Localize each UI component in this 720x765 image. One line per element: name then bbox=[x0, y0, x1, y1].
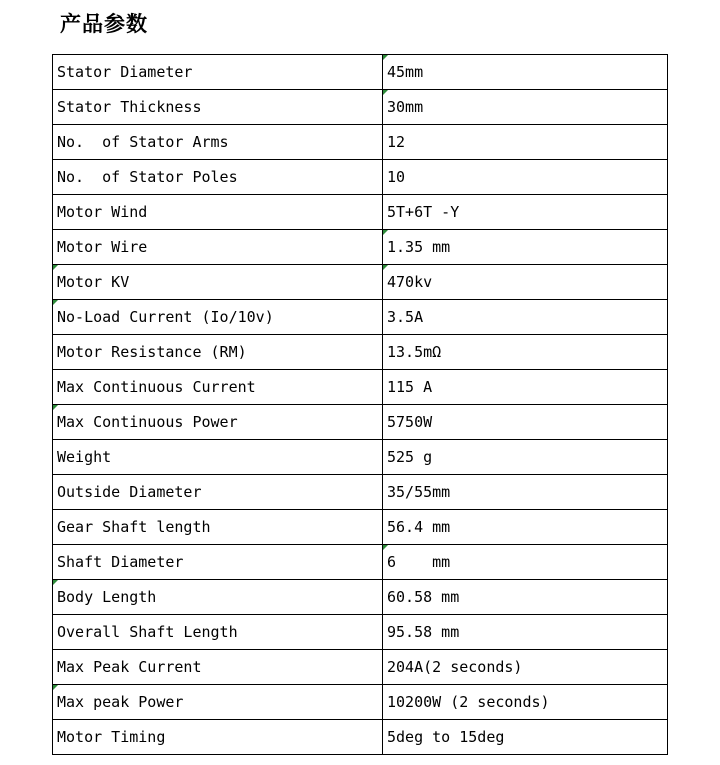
spec-label-cell: Motor Wire bbox=[53, 230, 383, 265]
spec-value-cell: 45mm bbox=[383, 55, 668, 90]
spec-value-cell: 5T+6T -Y bbox=[383, 195, 668, 230]
spec-label-cell: Max Continuous Current bbox=[53, 370, 383, 405]
spec-label-cell: Max Peak Current bbox=[53, 650, 383, 685]
spec-value-cell: 204A(2 seconds) bbox=[383, 650, 668, 685]
table-row bbox=[53, 545, 668, 580]
spec-value-cell: 13.5mΩ bbox=[383, 335, 668, 370]
table-row bbox=[53, 580, 668, 615]
table-row bbox=[53, 160, 668, 195]
table-row bbox=[53, 265, 668, 300]
table-row bbox=[53, 440, 668, 475]
table-row bbox=[53, 510, 668, 545]
spec-table-body bbox=[53, 55, 668, 755]
table-row bbox=[53, 650, 668, 685]
table-row bbox=[53, 405, 668, 440]
spec-label-cell: Stator Thickness bbox=[53, 90, 383, 125]
spec-label-cell: Max peak Power bbox=[53, 685, 383, 720]
spec-label-cell: No. of Stator Arms bbox=[53, 125, 383, 160]
spec-value-cell: 35/55mm bbox=[383, 475, 668, 510]
spec-label-cell: Body Length bbox=[53, 580, 383, 615]
spec-label-cell: Gear Shaft length bbox=[53, 510, 383, 545]
spec-label-cell: Motor Wind bbox=[53, 195, 383, 230]
spec-value-cell: 10 bbox=[383, 160, 668, 195]
spec-value-cell: 10200W (2 seconds) bbox=[383, 685, 668, 720]
spec-value-cell: 30mm bbox=[383, 90, 668, 125]
spec-value-cell: 470kv bbox=[383, 265, 668, 300]
table-row bbox=[53, 335, 668, 370]
spec-label-cell: Outside Diameter bbox=[53, 475, 383, 510]
spec-value-cell: 5750W bbox=[383, 405, 668, 440]
spec-label-cell: No-Load Current (Io/10v) bbox=[53, 300, 383, 335]
spec-value-cell: 12 bbox=[383, 125, 668, 160]
table-row bbox=[53, 230, 668, 265]
page-title: 产品参数 bbox=[60, 12, 148, 36]
table-row bbox=[53, 720, 668, 755]
table-row bbox=[53, 90, 668, 125]
table-row bbox=[53, 55, 668, 90]
table-row bbox=[53, 685, 668, 720]
spec-value-cell: 525 g bbox=[383, 440, 668, 475]
spec-value-cell: 115 A bbox=[383, 370, 668, 405]
table-row bbox=[53, 475, 668, 510]
spec-label-cell: Max Continuous Power bbox=[53, 405, 383, 440]
spec-value-cell: 5deg to 15deg bbox=[383, 720, 668, 755]
spec-label-cell: Motor Timing bbox=[53, 720, 383, 755]
table-row bbox=[53, 125, 668, 160]
table-row bbox=[53, 300, 668, 335]
spec-label-cell: Overall Shaft Length bbox=[53, 615, 383, 650]
spec-label-cell: Shaft Diameter bbox=[53, 545, 383, 580]
spec-label-cell: Weight bbox=[53, 440, 383, 475]
table-row bbox=[53, 370, 668, 405]
spec-table bbox=[52, 54, 668, 755]
spec-value-cell: 3.5A bbox=[383, 300, 668, 335]
spec-value-cell: 6 mm bbox=[383, 545, 668, 580]
spec-label-cell: Motor Resistance (RM) bbox=[53, 335, 383, 370]
table-row bbox=[53, 615, 668, 650]
spec-label-cell: Stator Diameter bbox=[53, 55, 383, 90]
spec-label-cell: Motor KV bbox=[53, 265, 383, 300]
spec-value-cell: 1.35 mm bbox=[383, 230, 668, 265]
table-row bbox=[53, 195, 668, 230]
spec-label-cell: No. of Stator Poles bbox=[53, 160, 383, 195]
spec-value-cell: 95.58 mm bbox=[383, 615, 668, 650]
spec-value-cell: 56.4 mm bbox=[383, 510, 668, 545]
spec-value-cell: 60.58 mm bbox=[383, 580, 668, 615]
